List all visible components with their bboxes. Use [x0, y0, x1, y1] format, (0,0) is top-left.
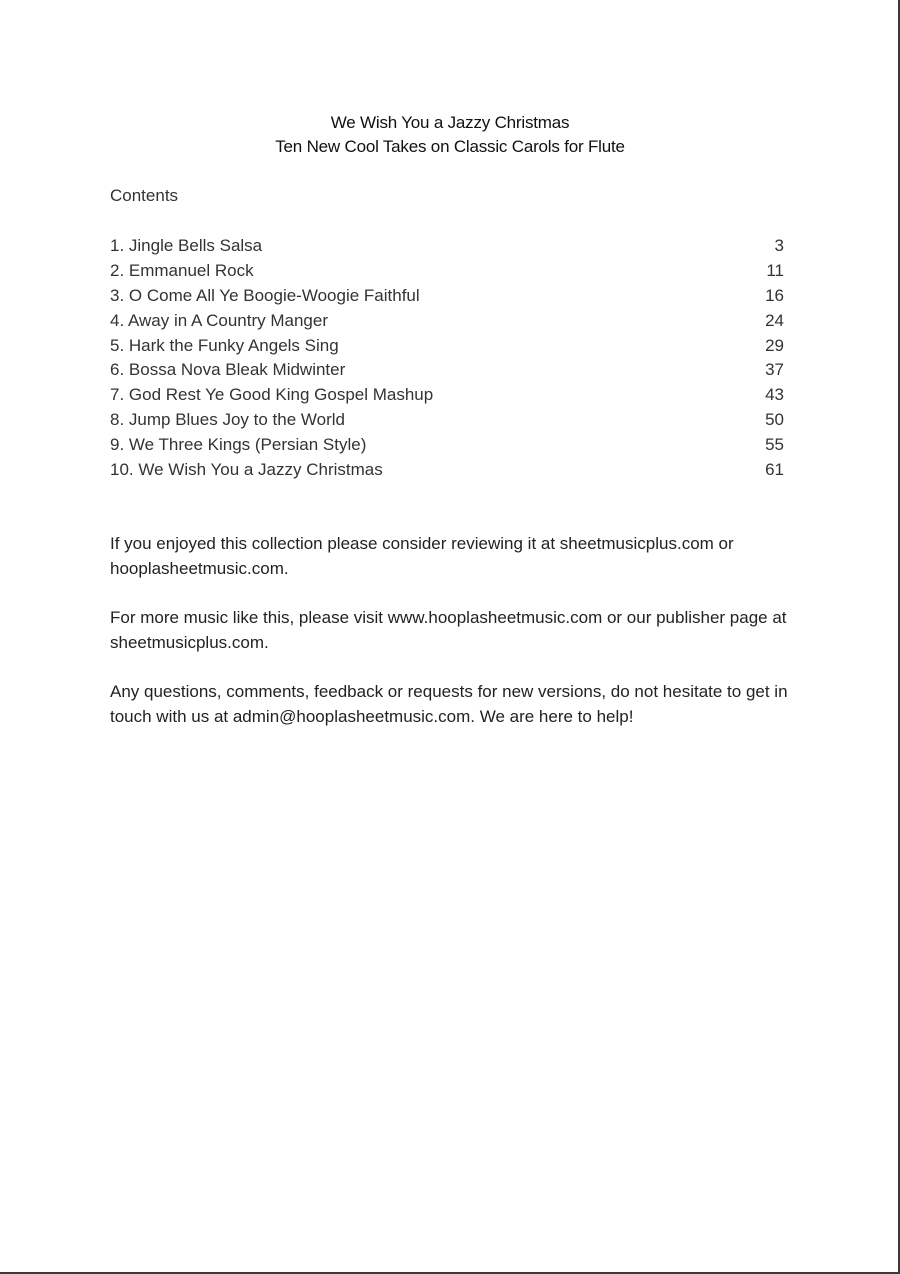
toc-entry-title: 4. Away in A Country Manger	[110, 310, 328, 330]
toc-entry-page: 61	[765, 460, 784, 480]
toc-entry	[110, 433, 784, 458]
toc-entry	[110, 458, 784, 483]
document-header	[0, 111, 900, 159]
toc-entry-page: 37	[765, 360, 784, 380]
toc-entry-page: 50	[765, 410, 784, 430]
document-subtitle: Ten New Cool Takes on Classic Carols for Flute	[275, 137, 625, 156]
toc-entry	[110, 358, 784, 383]
toc-entry-page: 55	[765, 435, 784, 455]
document-title: We Wish You a Jazzy Christmas	[330, 113, 570, 132]
table-of-contents	[110, 234, 784, 483]
toc-entry-title: 3. O Come All Ye Boogie-Woogie Faithful	[110, 285, 420, 305]
toc-entry	[110, 309, 784, 334]
toc-entry-title: 2. Emmanuel Rock	[110, 260, 254, 280]
toc-entry-title: 8. Jump Blues Joy to the World	[110, 410, 345, 430]
toc-entry-title: 1. Jingle Bells Salsa	[110, 236, 263, 255]
toc-entry	[110, 383, 784, 408]
toc-entry-title: 5. Hark the Funky Angels Sing	[110, 335, 339, 355]
toc-entry-title: 6. Bossa Nova Bleak Midwinter	[110, 360, 346, 380]
toc-entry	[110, 334, 784, 359]
toc-entry-page: 29	[765, 335, 784, 355]
review-paragraph: If you enjoyed this collection please consider reviewing it at sheetmusicplus.com or hooplasheetmusic.com.	[110, 534, 734, 578]
toc-entry-title: 9. We Three Kings (Persian Style)	[110, 435, 367, 455]
toc-entry	[110, 284, 784, 309]
contact-paragraph: Any questions, comments, feedback or requests for new versions, do not hesitate to get in touch with us at admin@hooplasheetmusic.com. We are here to help!	[110, 682, 788, 726]
toc-entry-page: 3	[774, 236, 784, 255]
toc-entry-title: 10. We Wish You a Jazzy Christmas	[110, 460, 383, 480]
contents-heading: Contents	[110, 186, 179, 205]
toc-entry-title: 7. God Rest Ye Good King Gospel Mashup	[110, 385, 434, 405]
toc-entry	[110, 259, 784, 284]
toc-entry-page: 11	[766, 260, 784, 280]
toc-entry-page: 24	[765, 310, 784, 330]
toc-entry	[110, 408, 784, 433]
toc-entry-page: 16	[765, 285, 784, 305]
toc-entry-page: 43	[765, 385, 784, 405]
more-music-paragraph: For more music like this, please visit www.hooplasheetmusic.com or our publisher page at sheetmusicplus.com.	[110, 608, 787, 652]
toc-entry	[110, 234, 784, 259]
